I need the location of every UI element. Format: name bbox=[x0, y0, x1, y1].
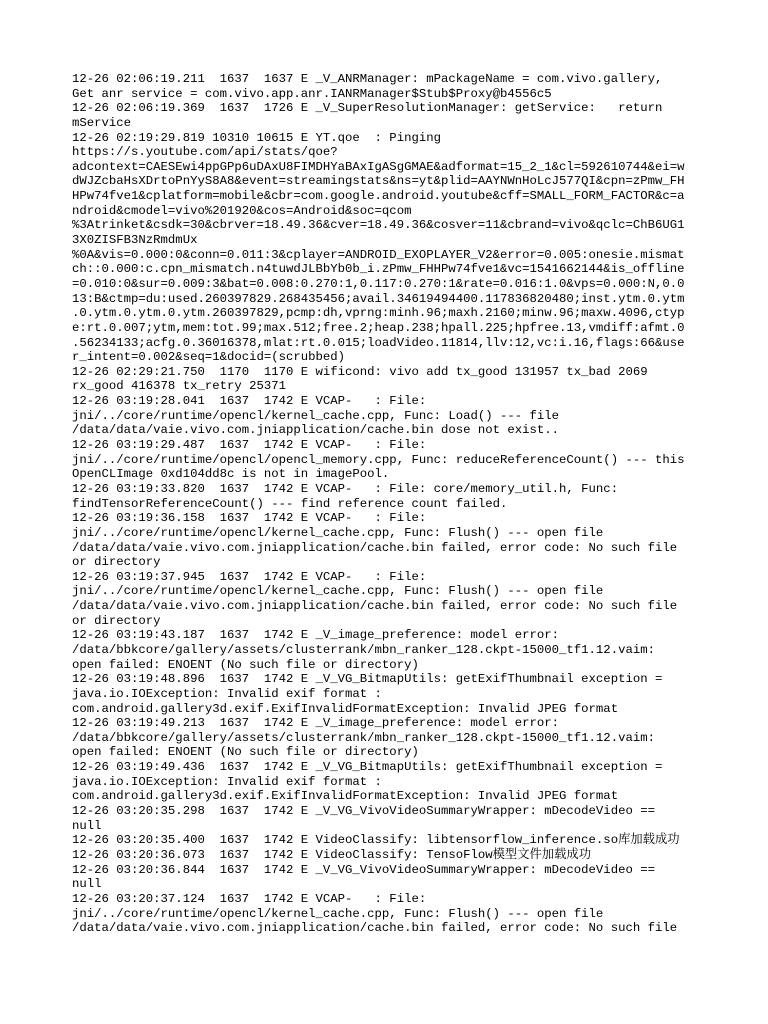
log-line: mService bbox=[72, 115, 132, 130]
log-line: jni/../core/runtime/opencl/kernel_cache.cpp, Func: Load() --- file bbox=[72, 408, 560, 423]
log-line: findTensorReferenceCount() --- find reference count failed. bbox=[72, 496, 508, 511]
log-line: /data/data/vaie.vivo.com.jniapplication/cache.bin failed, error code: No such file bbox=[72, 540, 678, 555]
log-line: or directory bbox=[72, 613, 161, 628]
log-line: 13:B&ctmp=du:used.260397829.268435456;avail.34619494400.117836820480;inst.ytm.0.ytm bbox=[72, 291, 685, 306]
log-line: rx_good 416378 tx_retry 25371 bbox=[72, 379, 287, 394]
log-line: java.io.IOException: Invalid exif format : bbox=[72, 774, 382, 789]
log-line: jni/../core/runtime/opencl/kernel_cache.cpp, Func: Flush() --- open file bbox=[72, 906, 604, 921]
log-line: 12-26 02:06:19.369 1637 1726 E _V_SuperResolutionManager: getService: return bbox=[72, 101, 663, 116]
log-line: ndroid&cmodel=vivo%201920&cos=Android&soc=qcom bbox=[72, 203, 412, 218]
log-line: .56234133;acfg.0.36016378,mlat:rt.0.015;loadVideo.11814,llv:12,vc:i.16,flags:66&use bbox=[72, 335, 685, 350]
log-line: 12-26 03:19:37.945 1637 1742 E VCAP- : File: bbox=[72, 569, 427, 584]
log-line: 12-26 03:19:29.487 1637 1742 E VCAP- : File: bbox=[72, 438, 427, 453]
log-line: adcontext=CAESEwi4ppGPp6uDAxU8FIMDHYaBAxIgASgGMAE&adformat=15_2_1&cl=592610744&ei=w bbox=[72, 159, 685, 174]
log-line: null bbox=[72, 818, 102, 833]
log-line: 12-26 02:29:21.750 1170 1170 E wificond: vivo add tx_good 131957 tx_bad 2069 bbox=[72, 364, 648, 379]
log-line: 12-26 02:19:29.819 10310 10615 E YT.qoe : Pinging bbox=[72, 130, 441, 145]
log-line: 12-26 03:20:36.073 1637 1742 E VideoClassify: TensoFlow模型文件加载成功 bbox=[72, 847, 591, 862]
log-line: com.android.gallery3d.exif.ExifInvalidFormatException: Invalid JPEG format bbox=[72, 701, 619, 716]
log-line: ch::0.000:c.cpn_mismatch.n4tuwdJLBbYb0b_i.zPmw_FHHPw74fve1&vc=1541662144&is_offline bbox=[72, 262, 685, 277]
log-line: 12-26 03:19:36.158 1637 1742 E VCAP- : File: bbox=[72, 511, 427, 526]
log-line: /data/data/vaie.vivo.com.jniapplication/cache.bin failed, error code: No such file bbox=[72, 921, 678, 936]
log-line: dWJZcbaHsXDrtoPnYyS8A8&event=streamingstats&ns=yt&plid=AAYNWnHoLcJ577QI&cpn=zPmw_FH bbox=[72, 174, 685, 189]
log-line: e:rt.0.007;ytm,mem:tot.99;max.512;free.2;heap.238;hpall.225;hpfree.13,vmdiff:afmt.0 bbox=[72, 320, 685, 335]
log-line: open failed: ENOENT (No such file or directory) bbox=[72, 745, 419, 760]
log-line: 3X0ZISFB3NzRmdmUx bbox=[72, 233, 198, 248]
log-line: 12-26 03:19:28.041 1637 1742 E VCAP- : File: bbox=[72, 394, 427, 409]
log-line: =0.010:0&sur=0.009:3&bat=0.008:0.270:1,0.117:0.270:1&rate=0.016:1.0&vps=0.000:N,0.0 bbox=[72, 276, 685, 291]
log-line: 12-26 03:19:49.436 1637 1742 E _V_VG_BitmapUtils: getExifThumbnail exception = bbox=[72, 760, 663, 775]
log-line: https://s.youtube.com/api/stats/qoe? bbox=[72, 145, 338, 160]
log-document bbox=[72, 72, 702, 936]
log-line: open failed: ENOENT (No such file or directory) bbox=[72, 657, 419, 672]
log-line: /data/data/vaie.vivo.com.jniapplication/cache.bin dose not exist.. bbox=[72, 423, 560, 438]
log-line: 12-26 03:20:35.400 1637 1742 E VideoClassify: libtensorflow_inference.so库加载成功 bbox=[72, 833, 680, 848]
log-line: HPw74fve1&cplatform=mobile&cbr=com.google.android.youtube&cff=SMALL_FORM_FACTOR&c=a bbox=[72, 189, 685, 204]
log-line: 12-26 03:19:48.896 1637 1742 E _V_VG_BitmapUtils: getExifThumbnail exception = bbox=[72, 672, 663, 687]
log-line: 12-26 02:06:19.211 1637 1637 E _V_ANRManager: mPackageName = com.vivo.gallery, bbox=[72, 72, 663, 86]
log-line: jni/../core/runtime/opencl/kernel_cache.cpp, Func: Flush() --- open file bbox=[72, 584, 604, 599]
log-line: jni/../core/runtime/opencl/opencl_memory.cpp, Func: reduceReferenceCount() --- this bbox=[72, 452, 685, 467]
log-line: 12-26 03:20:37.124 1637 1742 E VCAP- : File: bbox=[72, 891, 427, 906]
log-line: com.android.gallery3d.exif.ExifInvalidFormatException: Invalid JPEG format bbox=[72, 789, 619, 804]
log-line: 12-26 03:19:43.187 1637 1742 E _V_image_preference: model error: bbox=[72, 628, 560, 643]
log-line: /data/bbkcore/gallery/assets/clusterrank/mbn_ranker_128.ckpt-15000_tf1.12.vaim: bbox=[72, 730, 655, 745]
log-line: /data/data/vaie.vivo.com.jniapplication/cache.bin failed, error code: No such file bbox=[72, 599, 678, 614]
log-line: java.io.IOException: Invalid exif format : bbox=[72, 686, 382, 701]
log-line: Get anr service = com.vivo.app.anr.IANRManager$Stub$Proxy@b4556c5 bbox=[72, 86, 552, 101]
log-line: 12-26 03:20:36.844 1637 1742 E _V_VG_VivoVideoSummaryWrapper: mDecodeVideo == bbox=[72, 862, 655, 877]
log-line: 12-26 03:19:49.213 1637 1742 E _V_image_preference: model error: bbox=[72, 716, 560, 731]
log-line: 12-26 03:20:35.298 1637 1742 E _V_VG_VivoVideoSummaryWrapper: mDecodeVideo == bbox=[72, 804, 655, 819]
log-line: null bbox=[72, 877, 102, 892]
log-line: r_intent=0.002&seq=1&docid=(scrubbed) bbox=[72, 350, 346, 365]
log-line: OpenCLImage 0xd104dd8c is not in imagePool. bbox=[72, 467, 390, 482]
log-line: %0A&vis=0.000:0&conn=0.011:3&cplayer=ANDROID_EXOPLAYER_V2&error=0.005:onesie.mismat bbox=[72, 247, 685, 262]
log-line: .0.ytm.0.ytm.0.ytm.260397829,pcmp:dh,vprng:minh.96;maxh.2160;minw.96;maxw.4096,ctyp bbox=[72, 306, 685, 321]
log-line: 12-26 03:19:33.820 1637 1742 E VCAP- : File: core/memory_util.h, Func: bbox=[72, 481, 619, 496]
log-line: or directory bbox=[72, 555, 161, 570]
log-line: /data/bbkcore/gallery/assets/clusterrank/mbn_ranker_128.ckpt-15000_tf1.12.vaim: bbox=[72, 642, 655, 657]
log-line: %3Atrinket&csdk=30&cbrver=18.49.36&cver=18.49.36&cosver=11&cbrand=vivo&qclc=ChB6UG1 bbox=[72, 218, 685, 233]
log-line: jni/../core/runtime/opencl/kernel_cache.cpp, Func: Flush() --- open file bbox=[72, 525, 604, 540]
